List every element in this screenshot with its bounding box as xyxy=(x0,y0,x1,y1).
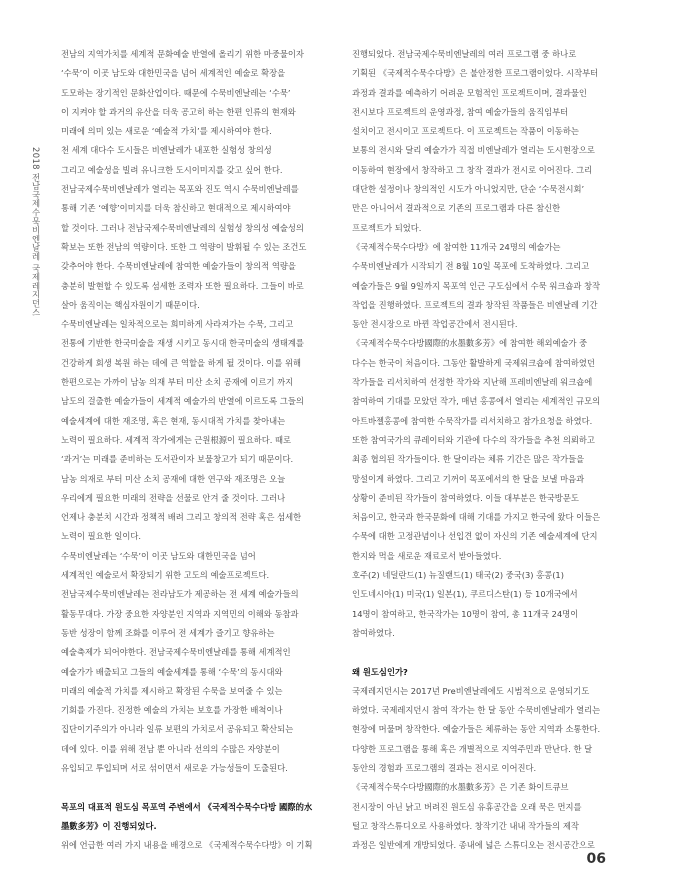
body-text-line: 또한 참여국가의 큐레이터와 기관에 다수의 작가들을 추천 의뢰하고 xyxy=(352,434,595,445)
body-text-line: 수묵에 대한 고정관념이나 선입견 없이 자신의 기존 예술세계에 단지 xyxy=(352,531,598,542)
body-text-line: 남농 의재로 부터 미산 소치 공재에 대한 연구와 재조명은 오늘 xyxy=(61,473,286,484)
body-text-line: 다양한 프로그램을 통해 혹은 개별적으로 지역주민과 만난다. 한 달 xyxy=(352,743,593,754)
body-text-line: 이 지켜야 할 과거의 유산을 더욱 공고히 하는 한편 인류의 현재와 xyxy=(61,106,296,117)
body-text-line: 최종 협의된 작가들이다. 한 달이라는 체류 기간은 많은 작가들을 xyxy=(352,454,585,465)
body-text-line: 진행되었다. 전남국제수묵비엔날레의 여러 프로그램 중 하나로 xyxy=(352,49,577,59)
side-title: 2018 전남국제수묵비엔날레 국제레지던스 xyxy=(31,147,41,317)
body-text-line: 과정과 결과를 예측하기 어려운 모험적인 프로젝트이며, 결과물인 xyxy=(352,87,587,98)
body-text-line: 털고 창작스튜디오로 사용하였다. 창작기간 내내 작가들의 제작 xyxy=(352,820,579,831)
body-text-line: 호주(2) 네덜란드(1) 뉴질랜드(1) 태국(2) 중국(3) 홍콩(1) xyxy=(352,570,564,581)
body-text-line: 하였다. 국제레지던시 참여 작가는 한 달 동안 수묵비엔날레가 열리는 xyxy=(352,705,601,716)
body-text-line: 참여하여 기대를 모았던 작가, 매년 홍콩에서 열리는 세계적인 규모의 xyxy=(352,396,601,407)
body-text-line: 현장에 머물며 창작한다. 예술가들은 체류하는 동안 지역과 소통한다. xyxy=(352,724,601,735)
body-text-line: 《국제적수묵수다방國際的水墨數多芳》은 기존 화이트큐브 xyxy=(352,782,569,793)
body-text-line: 작업을 진행하였다. 프로젝트의 결과 창작된 작품들은 비엔날레 기간 xyxy=(352,299,598,310)
body-text-line: 처음이고, 한국과 한국문화에 대해 기대를 가지고 한국에 왔다 이들은 xyxy=(352,512,601,523)
body-text-line: 인도네시아(1) 미국(1) 일본(1), 쿠르디스탄(1) 등 10개국에서 xyxy=(352,589,578,600)
body-text-line: 참여하였다. xyxy=(352,627,395,638)
body-text-line: 살아 움직이는 핵심자원이기 때문이다. xyxy=(61,299,200,310)
body-text-line: 다수는 한국이 처음이다. 그동안 활발하게 국제워크숍에 참여하였던 xyxy=(352,357,595,368)
body-text-line: 작가들을 리서치하여 선정한 작가와 지난해 프레비엔날레 워크숍에 xyxy=(352,377,593,388)
body-text-line: 데에 있다. 이를 위해 전남 뿐 아니라 선의의 수많은 자양분이 xyxy=(61,743,280,754)
section-heading-line: 왜 원도심인가? xyxy=(352,666,408,677)
body-text-line: 《국제적수묵수다방》에 참여한 11개국 24명의 예술가는 xyxy=(352,241,561,252)
body-text-line: 동안 전시장으로 바뀐 작업공간에서 전시된다. xyxy=(352,319,518,330)
body-text-line: 확보는 또한 전남의 역량이다. 또한 그 역량이 발휘될 수 있는 조건도 xyxy=(61,241,307,252)
body-text-line: 충분히 발현할 수 있도록 섬세한 조력자 또한 필요하다. 그들이 바로 xyxy=(61,280,304,291)
body-text-line: 기회를 가진다. 진정한 예술의 가치는 보호를 가장한 배척이나 xyxy=(61,705,283,716)
body-text-line: 수묵비엔날레는 일차적으로는 희미하게 사라져가는 수묵, 그리고 xyxy=(61,319,294,330)
body-text-line: 미래의 예술적 가치를 제시하고 확장된 수묵을 보여줄 수 있는 xyxy=(61,685,283,696)
body-text-line: 예술세계에 대한 재조명, 혹은 현재, 동시대적 가치를 찾아내는 xyxy=(61,415,286,426)
body-text-line: 통해 기존 ‘예향’이미지를 더욱 참신하고 현대적으로 제시하여야 xyxy=(61,203,291,214)
body-text-line: 활동무대다. 가장 중요한 자양분인 지역과 지역민의 이해와 동참과 xyxy=(61,608,299,619)
body-text-line: 망설이게 하였다. 그리고 기꺼이 목포에서의 한 달을 보낼 마음과 xyxy=(352,473,585,484)
page-number: 06 xyxy=(586,851,606,867)
body-text-line: 이동하여 현장에서 창작하고 그 창작 결과가 전시로 이어진다. 그리 xyxy=(352,164,593,175)
body-text-line: 보통의 전시와 달리 예술가가 직접 비엔날레가 열리는 도시현장으로 xyxy=(352,145,595,156)
body-text-line: 과정은 일반에게 개방되었다. 종내에 넓은 스튜디오는 전시공간으로 xyxy=(352,840,595,851)
body-text-line: 대단한 설정이나 창의적인 시도가 아니었지만, 단순 ‘수묵전시회’ xyxy=(352,184,585,195)
body-text-line: 유입되고 투입되며 서로 섞이면서 새로운 가능성들이 도출된다. xyxy=(61,762,288,773)
body-text-line: 전남국제수묵비엔날레는 전라남도가 제공하는 전 세계 예술가들의 xyxy=(61,589,299,600)
body-text-line: 《국제적수묵수다방國際的水墨數多芳》에 참여한 해외예술가 중 xyxy=(352,338,588,349)
body-text-line: 우리에게 필요한 미래의 전략을 선물로 안겨 줄 것이다. 그러나 xyxy=(61,492,286,503)
body-text-line: 미래에 의미 있는 새로운 ‘예술적 가치’를 제시하여야 한다. xyxy=(61,126,272,137)
body-text-line: 남도의 걸출한 예술가들이 세계적 예술가의 반열에 이르도록 그들의 xyxy=(61,396,304,407)
body-text-line: 갖추어야 한다. 수묵비엔날레에 참여한 예술가들이 창의적 역량을 xyxy=(61,261,296,272)
body-text-line: 동반 성장이 함께 조화를 이루어 전 세계가 즐기고 향유하는 xyxy=(61,627,275,638)
body-text-line: 세계적인 예술로서 확장되기 위한 고도의 예술프로젝트다. xyxy=(61,570,270,581)
body-text-line: 전통에 기반한 한국미술을 재생 시키고 동시대 한국미술의 생태계를 xyxy=(61,338,304,349)
body-text-line: 집단이기주의가 아니라 일류 보편의 가치로서 공유되고 확산되는 xyxy=(61,724,294,735)
body-text-line: 전시장이 아닌 낡고 버려진 원도심 유휴공간을 오래 묵은 먼지를 xyxy=(352,801,582,812)
paragraph-spacer xyxy=(61,778,323,797)
body-text-line: 한지와 먹을 새로운 재료로서 받아들였다. xyxy=(352,550,502,561)
body-text-line: 전남의 지역가치를 세계적 문화예술 반열에 올리기 위한 마중물이자 xyxy=(61,49,304,59)
body-text-line: 그리고 예술성을 빌려 유니크한 도시이미지를 갖고 싶어 한다. xyxy=(61,164,283,175)
body-text-line: 천 세계 대다수 도시들은 비엔날레가 내포한 실험성 창의성 xyxy=(61,145,272,156)
body-text-line: 노력이 필요한 일이다. xyxy=(61,531,142,542)
body-text-line: 도모하는 장기적인 문화산업이다. 때문에 수묵비엔날레는 ‘수묵’ xyxy=(61,87,291,98)
body-text-line: 수묵비엔날레가 시작되기 전 8월 10일 목포에 도착하였다. 그리고 xyxy=(352,261,590,272)
body-text-line: 전시보다 프로젝트의 운영과정, 참여 예술가들의 움직임부터 xyxy=(352,106,569,117)
body-text-line: 기획된 《국제적수묵수다방》은 불안정한 프로그램이었다. 시작부터 xyxy=(352,68,599,79)
body-text-line: 예술가들은 9월 9일까지 목포역 인근 구도심에서 수묵 워크숍과 창작 xyxy=(352,280,601,291)
right-column xyxy=(352,45,614,855)
body-text-line: 건강하게 회생 복원 하는 데에 큰 역할을 하게 될 것이다. 이를 위해 xyxy=(61,357,302,368)
body-text-line: 전남국제수묵비엔날레가 열리는 목포와 진도 역시 수묵비엔날레를 xyxy=(61,184,299,195)
body-text-line: 아트바젤홍콩에 참여한 수묵작가를 리서치하고 참가요청을 하였다. xyxy=(352,415,593,426)
body-text-line: 설치이고 전시이고 프로젝트다. 이 프로젝트는 작품이 이동하는 xyxy=(352,126,579,137)
body-text-line: 예술가가 배출되고 그들의 예술세계를 통해 ‘수묵’의 동시대와 xyxy=(61,666,283,677)
left-column xyxy=(61,45,323,855)
paragraph-spacer xyxy=(352,643,614,662)
body-text-line: 동안의 경험과 프로그램의 결과는 전시로 이어진다. xyxy=(352,762,537,773)
body-text-line: ‘과거’는 미래를 준비하는 도서관이자 보물창고가 되기 때문이다. xyxy=(61,454,294,465)
body-text-line: 할 것이다. 그러나 전남국제수묵비엔날레의 실험성 창의성 예술성의 xyxy=(61,222,304,233)
body-text-line: 언제나 충분치 시간과 정책적 배려 그리고 창의적 전략 혹은 섬세한 xyxy=(61,512,302,523)
section-heading-line: 墨數多芳》이 진행되었다. xyxy=(61,820,157,831)
body-text-line: 프로젝트가 되었다. xyxy=(352,222,422,233)
body-text-line: 국제레지던시는 2017년 Pre비엔날레에도 시범적으로 운영되기도 xyxy=(352,685,590,696)
body-text-line: ‘수묵’이 이곳 남도와 대한민국을 넘어 세계적인 예술로 확장을 xyxy=(61,68,286,79)
body-text-line: 상황이 준비된 작가들이 참여하였다. 이들 대부분은 한국방문도 xyxy=(352,492,579,503)
body-text-line: 노력이 필요하다. 세계적 작가에게는 근원根源이 필요하다. 때로 xyxy=(61,434,292,445)
body-text-line: 만은 아니어서 결과적으로 기존의 프로그램과 다른 참신한 xyxy=(352,203,561,214)
body-text-line: 위에 언급한 여러 가지 내용을 배경으로 《국제적수묵수다방》이 기획 xyxy=(61,840,313,851)
body-text-line: 한편으로는 가까이 남농 의재 부터 미산 소치 공재에 이르기 까지 xyxy=(61,377,294,388)
body-text-line: 수묵비엔날레는 ‘수묵’이 이곳 남도와 대한민국을 넘어 xyxy=(61,550,256,561)
body-text-line: 예술축제가 되어야한다. 전남국제수묵비엔날레를 통해 세계적인 xyxy=(61,647,291,658)
section-heading-line: 목포의 대표적 원도심 목포역 주변에서 《국제적수묵수다방 國際的水 xyxy=(61,801,313,812)
body-text-line: 14명이 참여하고, 한국작가는 10명이 참여, 총 11개국 24명이 xyxy=(352,608,579,619)
